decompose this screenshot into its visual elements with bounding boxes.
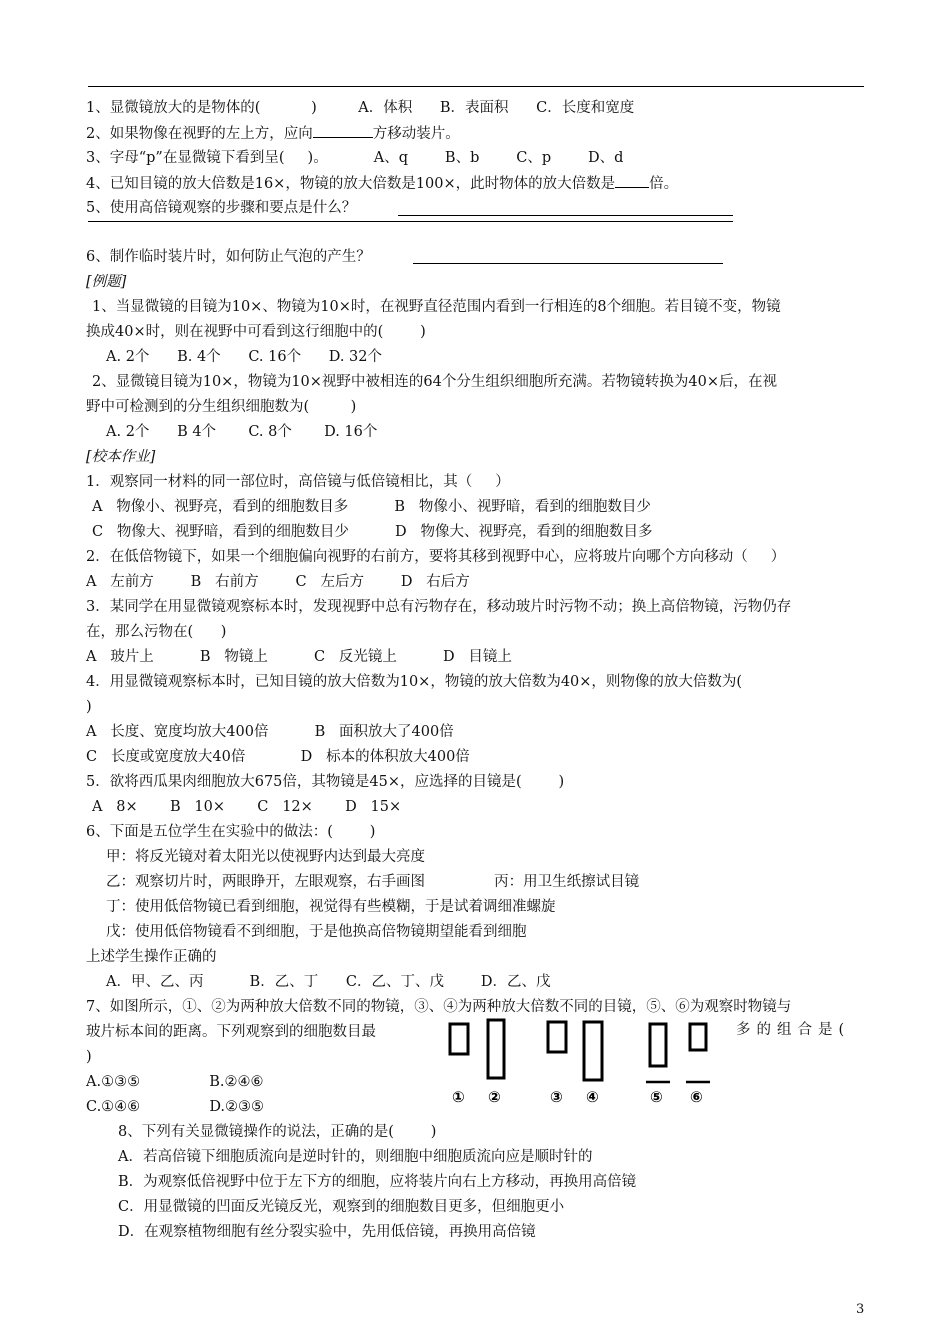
figure-label-2: ② [488,1088,501,1106]
example-1-cont: 换成40×时，则在视野中可看到这行细胞中的( ) [86,324,426,340]
figure-label-4: ④ [586,1088,599,1106]
homework-6-yi-bing: 乙：观察切片时，两眼睁开，左眼观察，右手画图 丙：用卫生纸擦试目镜 [106,874,640,890]
homework-heading: [校本作业] [86,449,156,465]
question-3: 3、字母“p”在显微镜下看到呈( )。 A、q B、b C、p D、d [86,150,624,166]
homework-8-option-c: C．用显微镜的凹面反光镜反光，观察到的细胞数目更多，但细胞更小 [118,1199,565,1215]
answer-blank [615,173,649,188]
objective-distance-5 [650,1024,666,1066]
objective-distance-6 [690,1024,706,1050]
homework-7-options-ab: A.①③⑤ B.②④⑥ [86,1074,264,1090]
eyepiece-lens-3 [548,1022,566,1052]
homework-4-options-cd: C 长度或宽度放大40倍 D 标本的体积放大400倍 [86,749,470,765]
homework-1-options-cd: C 物像大、视野暗，看到的细胞数目少 D 物像大、视野亮，看到的细胞数目多 [92,524,653,540]
homework-3: 3．某同学在用显微镜观察标本时，发现视野中总有污物存在，移动玻片时污物不动；换上高倍物镜，污物仍存 [86,599,792,615]
homework-1: 1．观察同一材料的同一部位时，高倍镜与低倍镜相比，其（ ） [86,474,510,490]
answer-line [413,263,723,264]
question-5: 5、使用高倍镜观察的步骤和要点是什么？ [86,200,357,216]
homework-4-cont: ) [86,699,92,715]
example-2-cont: 野中可检测到的分生组织细胞数为( ) [86,399,357,415]
homework-7-options-cd: C.①④⑥ D.②③⑤ [86,1099,265,1115]
question-4-text: 4、已知目镜的放大倍数是16×，物镜的放大倍数是100×，此时物体的放大倍数是 [86,176,616,192]
objective-lens-2 [488,1020,504,1078]
figure-label-1: ① [452,1088,465,1106]
figure-label-6: ⑥ [690,1088,703,1106]
question-4-tail: 倍。 [649,176,679,192]
answer-line [398,215,733,216]
homework-1-options-ab: A 物像小、视野亮，看到的细胞数目多 B 物像小、视野暗，看到的细胞数目少 [92,499,651,515]
homework-2: 2．在低倍物镜下，如果一个细胞偏向视野的右前方，要将其移到视野中心，应将玻片向哪个方向移动（ ） [86,549,786,565]
question-6: 6、制作临时装片时，如何防止气泡的产生？ [86,249,371,265]
objective-lens-1 [450,1024,468,1054]
homework-5-options: A 8× B 10× C 12× D 15× [92,799,402,815]
homework-3-options: A 玻片上 B 物镜上 C 反光镜上 D 目镜上 [86,649,512,665]
homework-6-wu: 戊：使用低倍物镜看不到细胞，于是他换高倍物镜期望能看到细胞 [106,924,527,940]
homework-5: 5．欲将西瓜果肉细胞放大675倍，其物镜是45×，应选择的目镜是( ) [86,774,565,790]
figure-label-3: ③ [550,1088,563,1106]
example-1-options: A. 2个 B. 4个 C. 16个 D. 32个 [106,349,383,365]
homework-6-prompt: 上述学生操作正确的 [86,949,217,965]
header-rule [88,86,864,87]
homework-7-cont-right: 多的组合是( [736,1022,851,1038]
homework-4-options-ab: A 长度、宽度均放大400倍 B 面积放大了400倍 [86,724,454,740]
homework-4: 4．用显微镜观察标本时，已知目镜的放大倍数为10×，物镜的放大倍数为40×，则物像的放大倍数为( [86,674,743,690]
microscope-lens-figure [440,1016,720,1116]
homework-6-options: A．甲、乙、丙 B．乙、丁 C．乙、丁、戊 D．乙、戊 [106,974,551,990]
homework-7: 7、如图所示，①、②为两种放大倍数不同的物镜，③、④为两种放大倍数不同的目镜，⑤、⑥为观察时物镜与 [86,999,792,1015]
homework-8: 8、下列有关显微镜操作的说法，正确的是( ) [118,1124,437,1140]
homework-7-paren: ) [86,1049,92,1065]
example-2: 2、显微镜目镜为10×，物镜为10×视野中被相连的64个分生组织细胞所充满。若物镜转换为40×后，在视 [92,374,777,390]
question-2-text: 2、如果物像在视野的左上方，应向 [86,126,313,142]
homework-6-jia: 甲：将反光镜对着太阳光以使视野内达到最大亮度 [106,849,425,865]
homework-8-option-b: B．为观察低倍视野中位于左下方的细胞，应将装片向右上方移动，再换用高倍镜 [118,1174,637,1190]
question-2 [86,123,460,144]
homework-7-cont: 玻片标本间的距离。下列观察到的细胞数目最 [86,1024,376,1040]
homework-8-option-a: A．若高倍镜下细胞质流向是逆时针的，则细胞中细胞质流向应是顺时针的 [118,1149,593,1165]
example-heading: [例题] [86,274,127,290]
question-4 [86,173,678,194]
homework-2-options: A 左前方 B 右前方 C 左后方 D 右后方 [86,574,470,590]
homework-6-ding: 丁：使用低倍物镜已看到细胞，视觉得有些模糊，于是试着调细准螺旋 [106,899,556,915]
example-2-options: A. 2个 B 4个 C. 8个 D. 16个 [106,424,378,440]
answer-line [88,221,733,222]
figure-label-5: ⑤ [650,1088,663,1106]
example-1: 1、当显微镜的目镜为10×、物镜为10×时，在视野直径范围内看到一行相连的8个细胞。若目镜不变，物镜 [92,299,781,315]
homework-3-cont: 在，那么污物在( ) [86,624,227,640]
homework-6: 6、下面是五位学生在实验中的做法：( ) [86,824,376,840]
page-number: 3 [856,1302,865,1317]
homework-8-option-d: D．在观察植物细胞有丝分裂实验中，先用低倍镜，再换用高倍镜 [118,1224,536,1240]
question-1: 1、显微镜放大的是物体的( ) A．体积 B．表面积 C．长度和宽度 [86,100,635,116]
eyepiece-lens-4 [584,1022,602,1080]
question-2-tail: 方移动装片。 [372,126,460,142]
answer-blank [313,123,373,138]
